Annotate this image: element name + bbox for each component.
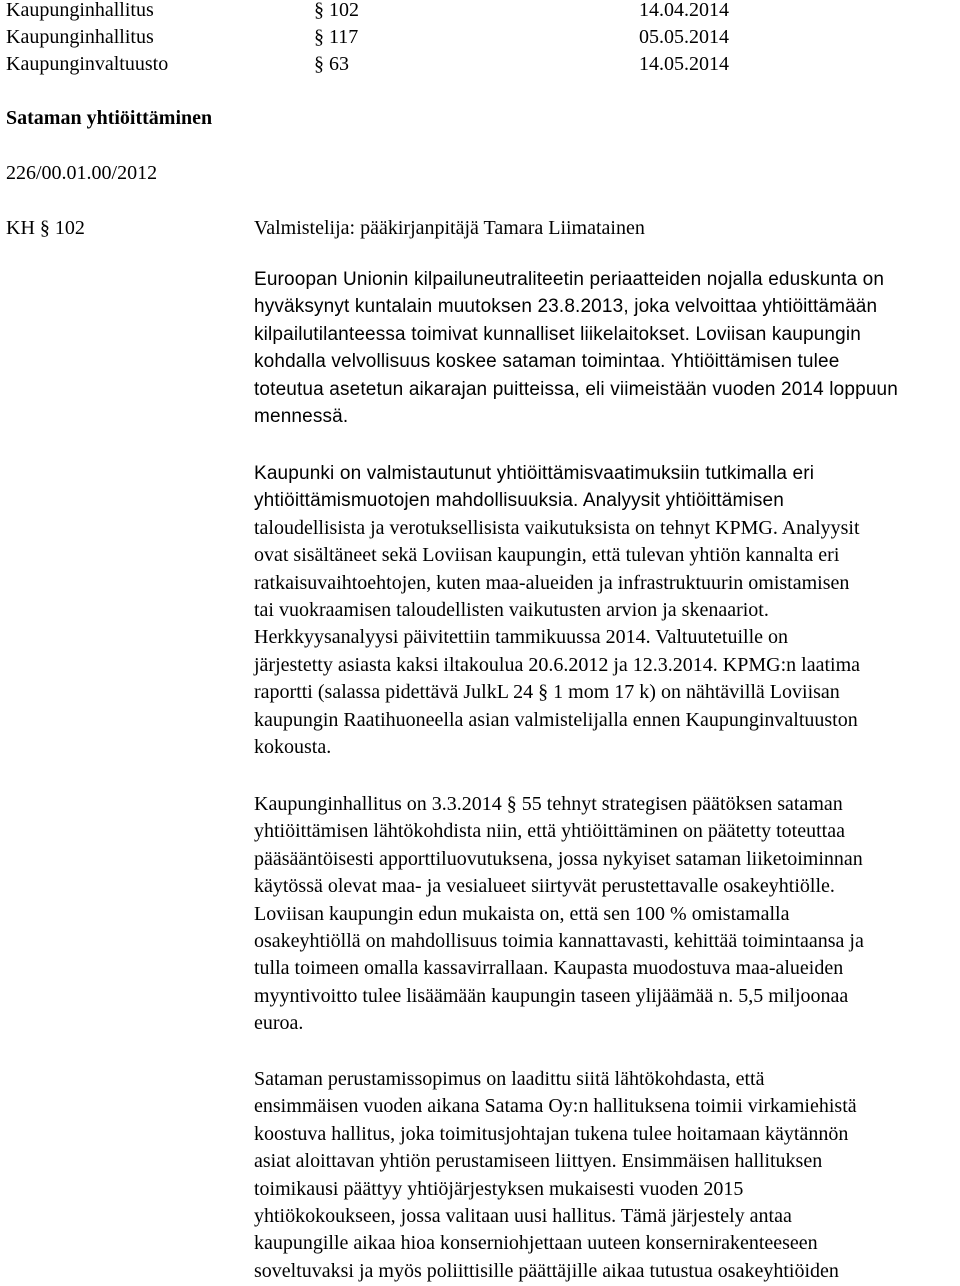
paragraph-line: osakeyhtiöllä on mahdollisuus toimia kannattavasti, kehittää toimintaansa ja	[254, 929, 864, 952]
header-date: 05.05.2014	[639, 26, 729, 48]
paragraph-line: tai vuokraamisen taloudellisten vaikutusten arvion ja skenaariot.	[254, 598, 769, 621]
paragraph-line: Kaupunki on valmistautunut yhtiöittämisvaatimuksiin tutkimalla eri	[254, 463, 815, 484]
paragraph-line: ensimmäisen vuoden aikana Satama Oy:n hallituksena toimii virkamiehistä	[254, 1095, 857, 1118]
preparer-line: Valmistelija: pääkirjanpitäjä Tamara Liimatainen	[254, 217, 645, 239]
paragraph-line: euroa.	[254, 1012, 304, 1035]
paragraph-line: taloudellisista ja verotuksellisista vaikutuksista on tehnyt KPMG. Analyysit	[254, 516, 860, 539]
case-number: 226/00.01.00/2012	[6, 162, 158, 184]
header-body: Kaupunginhallitus	[6, 26, 154, 48]
paragraph-line: Euroopan Unionin kilpailuneutraliteetin periaatteiden nojalla eduskunta on	[254, 269, 885, 290]
document-title: Sataman yhtiöittäminen	[6, 107, 213, 129]
paragraph-line: myyntivoitto tulee lisäämään kaupungin taseen ylijäämää n. 5,5 miljoonaa	[254, 984, 849, 1007]
header-section: § 117	[314, 26, 359, 48]
paragraph-line: hyväksynyt kuntalain muutoksen 23.8.2013, joka velvoittaa yhtiöittämään	[254, 296, 878, 318]
paragraph-line: raportti (salassa pidettävä JulkL 24 § 1 mom 17 k) on nähtävillä Loviisan	[254, 681, 840, 704]
paragraph-1	[254, 266, 960, 430]
paragraph-line: ratkaisuvaihtoehtojen, kuten maa-alueiden ja infrastruktuurin omistamisen	[254, 571, 850, 594]
header-body: Kaupunginhallitus	[6, 0, 154, 21]
paragraph-3	[254, 791, 960, 1038]
margin-label: KH § 102	[6, 217, 85, 239]
paragraph-line: Loviisan kaupungin edun mukaista on, että sen 100 % omistamalla	[254, 902, 790, 925]
paragraph-line: Sataman perustamissopimus on laadittu siitä lähtökohdasta, että	[254, 1068, 765, 1090]
paragraph-line: yhtiöittämismuotojen mahdollisuuksia. Analyysit yhtiöittämisen	[254, 490, 784, 512]
header-section: § 63	[314, 53, 349, 75]
paragraph-line: käytössä olevat maa- ja vesialueet siirtyvät perustettavalle osakeyhtiölle.	[254, 875, 835, 898]
header-date: 14.04.2014	[639, 0, 729, 21]
paragraph-line: soveltuvaksi ja myös poliittisille päättäjille aikaa tutustua osakeyhtiöiden	[254, 1259, 839, 1282]
paragraph-line: koostuva hallitus, joka toimitusjohtajan tukena tulee hoitamaan käytännön	[254, 1122, 849, 1145]
header-date: 14.05.2014	[639, 53, 729, 75]
paragraph-line: kilpailutilanteessa toimivat kunnalliset liikelaitokset. Loviisan kaupungin	[254, 323, 861, 345]
paragraph-line: Kaupunginhallitus on 3.3.2014 § 55 tehnyt strategisen päätöksen sataman	[254, 793, 843, 815]
paragraph-line: kaupungille aikaa hioa konserniohjettaan uuteen konsernirakenteeseen	[254, 1232, 818, 1255]
paragraph-line: yhtiöittämisen lähtökohdista niin, että yhtiöittäminen on päätetty toteuttaa	[254, 820, 845, 843]
header-section: § 102	[314, 0, 359, 21]
paragraph-line: mennessä.	[254, 405, 349, 427]
paragraph-line: järjestetty asiasta kaksi iltakoulua 20.6.2012 ja 12.3.2014. KPMG:n laatima	[254, 653, 861, 676]
paragraph-line: kokousta.	[254, 735, 332, 758]
paragraph-line: pääsääntöisesti apporttiluovutuksena, jossa nykyiset sataman liiketoiminnan	[254, 847, 863, 870]
header-body: Kaupunginvaltuusto	[6, 53, 169, 75]
paragraph-2	[254, 460, 960, 761]
paragraph-line: tulla toimeen omalla kassavirrallaan. Kaupasta muodostuva maa-alueiden	[254, 957, 844, 980]
paragraph-line: kaupungin Raatihuoneella asian valmistelijalla ennen Kaupunginvaltuuston	[254, 708, 858, 731]
paragraph-line: yhtiökokoukseen, jossa valitaan uusi hallitus. Tämä järjestely antaa	[254, 1204, 792, 1227]
paragraph-line: asiat aloittavan yhtiön perustamiseen liittyen. Ensimmäisen hallituksen	[254, 1150, 823, 1173]
paragraph-line: toimikausi päättyy yhtiöjärjestyksen mukaisesti vuoden 2015	[254, 1177, 744, 1200]
paragraph-line: kohdalla velvollisuus koskee sataman toimintaa. Yhtiöittämisen tulee	[254, 351, 840, 373]
paragraph-line: toteutua asetetun aikarajan puitteissa, eli viimeistään vuoden 2014 loppuun	[254, 378, 898, 400]
paragraph-line: Herkkyysanalyysi päivitettiin tammikuussa 2014. Valtuutetuille on	[254, 626, 789, 649]
paragraph-4	[254, 1066, 960, 1285]
paragraph-line: ovat sisältäneet sekä Loviisan kaupungin, että tulevan yhtiön kannalta eri	[254, 544, 840, 567]
